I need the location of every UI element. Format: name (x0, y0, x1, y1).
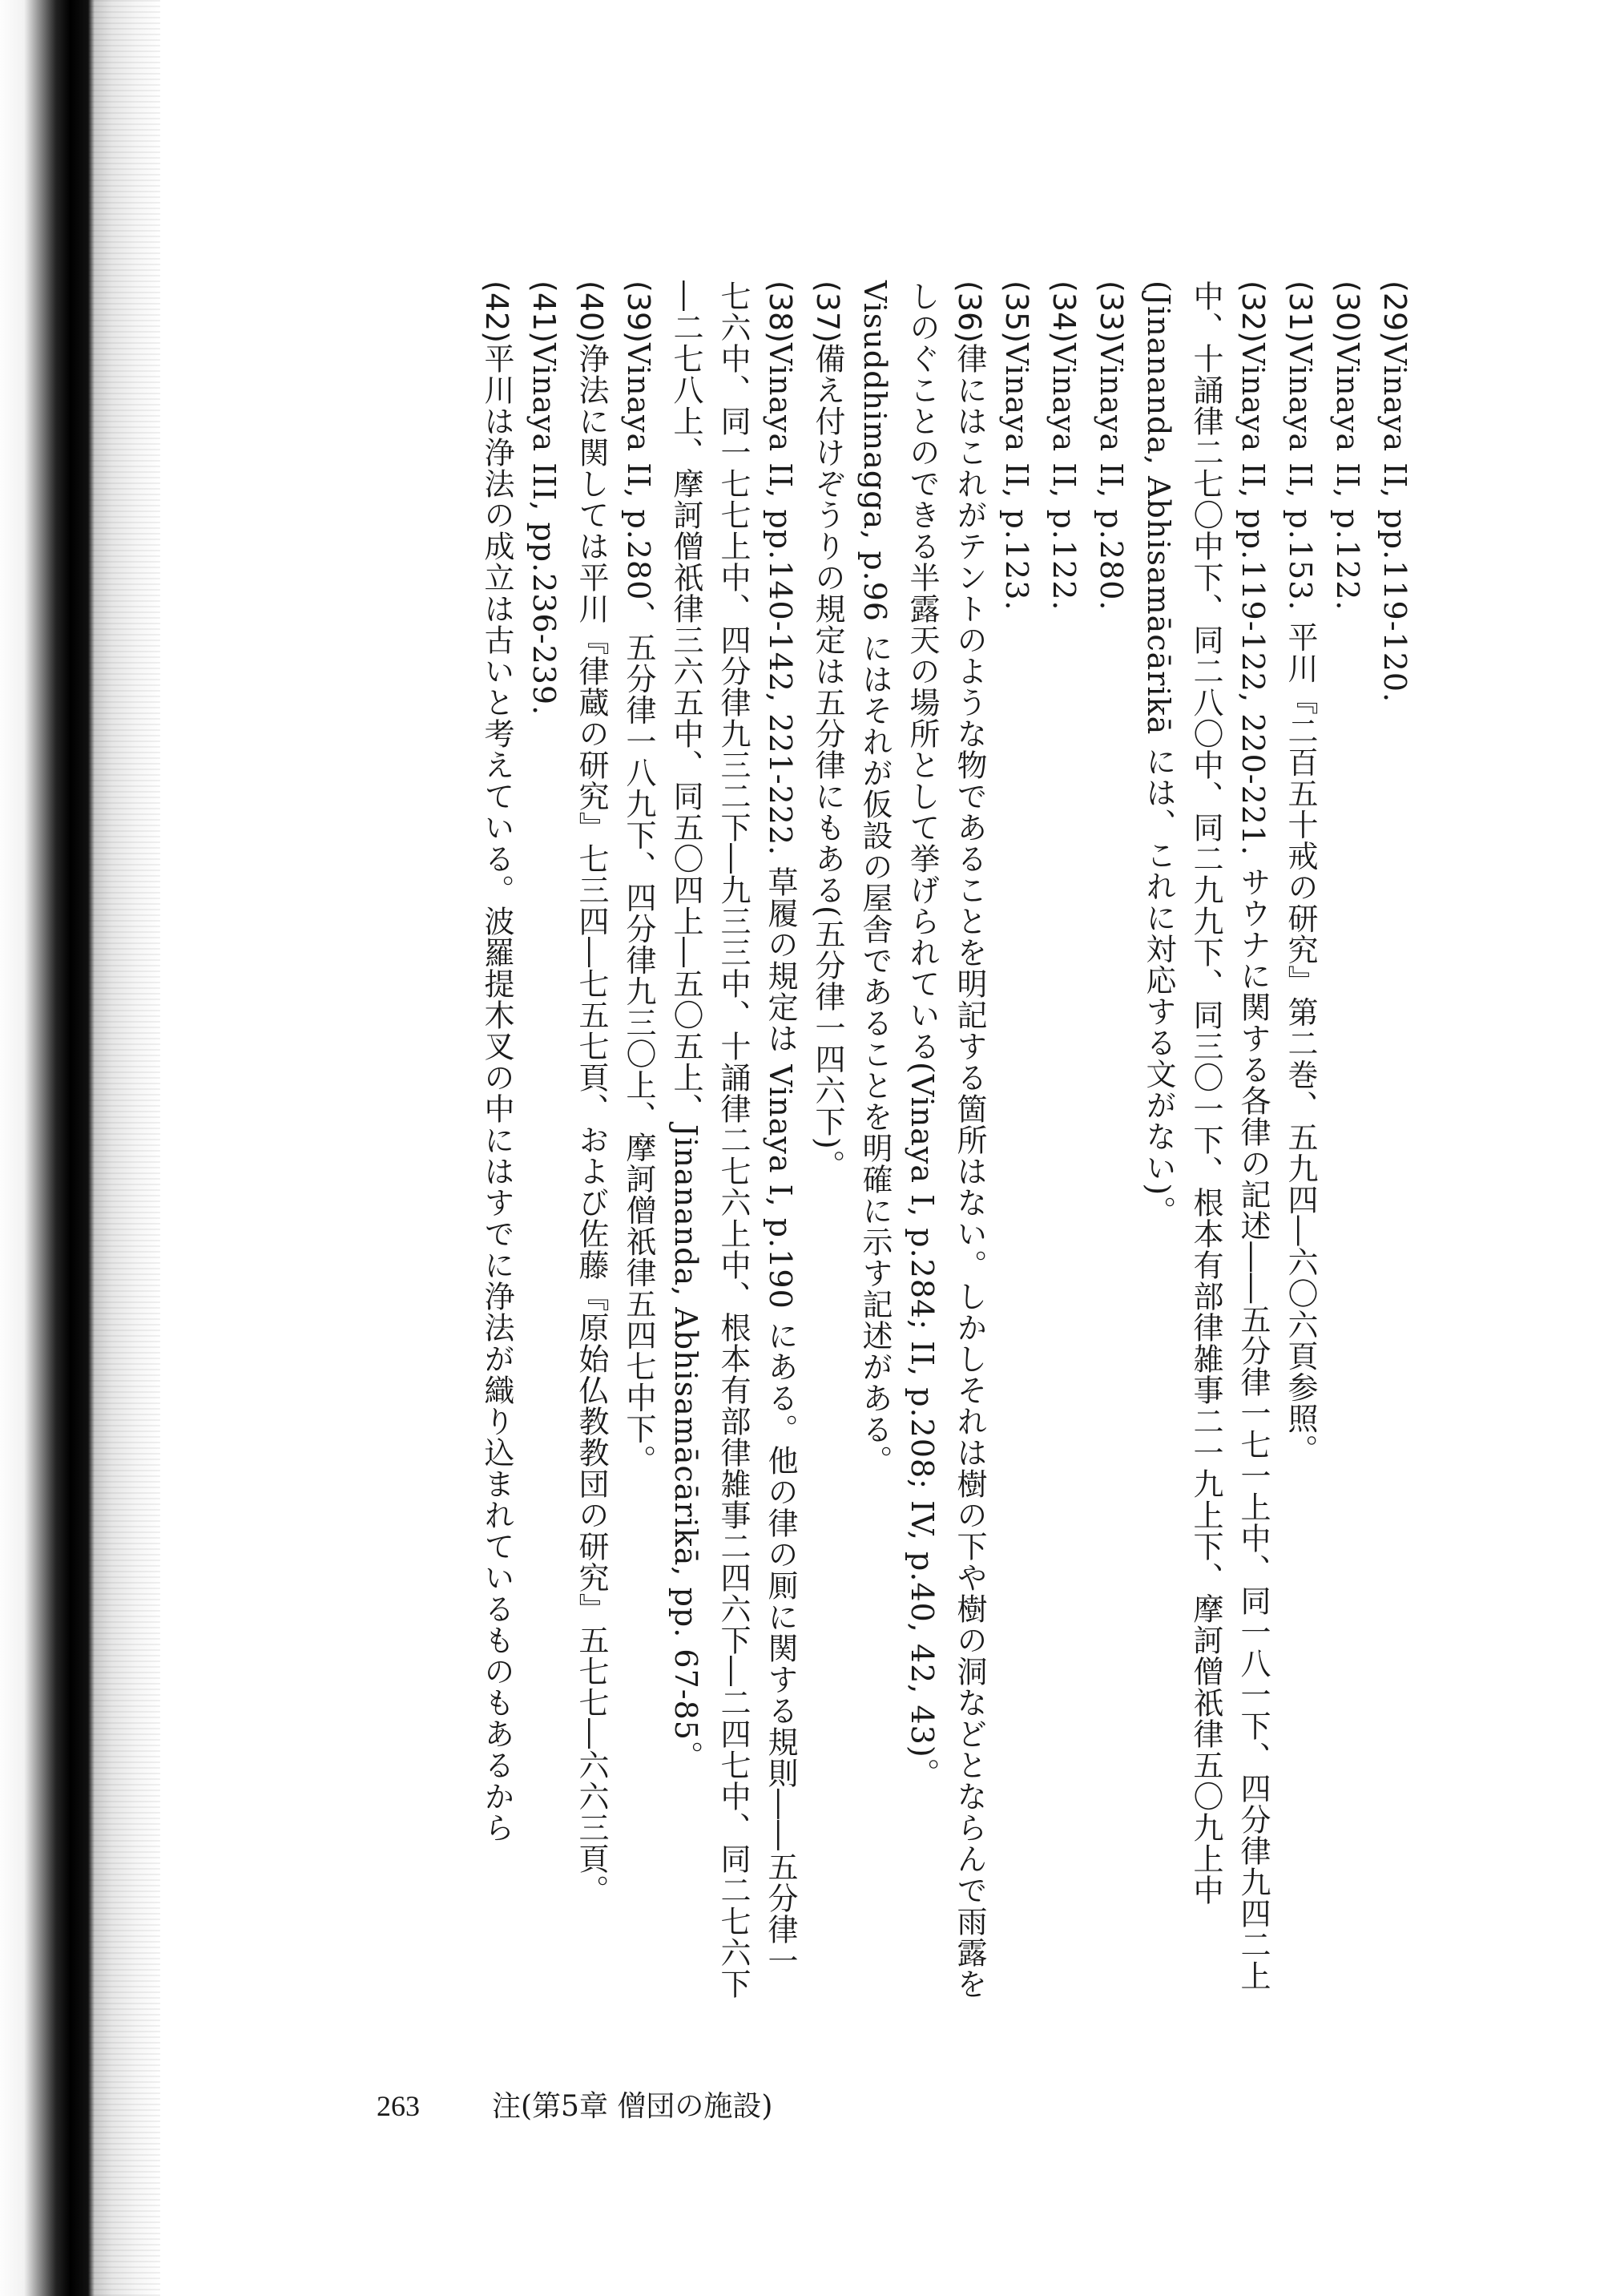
footnote-36: (36)律にはこれがテントのような物であることを明記する箇所はない。しかしそれは樹の下や樹の洞などとならんで雨露をしのぐことのできる半露天の場所として挙げられている(Vinaya I, p.284; II, p.208; IV, p.40, 42, 43)。Visuddhimagga, p.96 にはそれが仮設の屋舎であることを明確に示す記述がある。 (857, 280, 987, 2000)
footnote-42: (42)平川は浄法の成立は古いと考えている。波羅提木叉の中にはすでに浄法が織り込まれているものもあるから (479, 280, 514, 1844)
page-number: 263 (377, 2090, 420, 2122)
footnote-33: (33)Vinaya II, p.280. (1094, 280, 1129, 611)
footnote-32: (32)Vinaya II, pp.119-122, 220-221. サウナに関する各律の記述――五分律一七一上中、同一八一下、四分律九四二上中、十誦律二七〇中下、同二八〇中、同二九九下、同三〇一下、根本有部律雑事二一九上下、摩訶僧祇律五〇九上中(Jinananda, Abhisamācārikā には、これに対応する文がない)。 (1141, 280, 1271, 1992)
footnote-34: (34)Vinaya II, p.122. (1046, 280, 1082, 611)
footnote-29: (29)Vinaya II, pp.119-120. (1377, 280, 1412, 704)
scan-binding-texture (88, 0, 160, 2296)
footnote-39: (39)Vinaya II, p.280、五分律一八九下、四分律九三〇上、摩訶僧祇律五四七中下。 (621, 280, 656, 1476)
running-footer-chapter: 注(第5章 僧団の施設) (492, 2090, 773, 2123)
page-footer (377, 2084, 772, 2125)
footnote-38: (38)Vinaya II, pp.140-142, 221-222. 草履の規定は Vinaya I, p.190 にある。他の律の厠に関する規則――五分律一七六中、同一七七上中、四分律九三二下―九三三中、十誦律二七六上中、根本有部律雑事二四六下―二四七中、同二七六下―二七八上、摩訶僧祇律三六五中、同五〇四上―五〇五上、Jinananda, Abhisamācārikā, pp. 67-85。 (668, 280, 798, 1999)
footnote-41: (41)Vinaya III, pp.236-239. (526, 280, 562, 716)
footnote-column-block (353, 280, 1418, 2003)
footnote-40: (40)浄法に関しては平川『律蔵の研究』七三四―七五七頁、および佐藤『原始仏教教団の研究』五七七―六六三頁。 (574, 280, 609, 1907)
footnote-37: (37)備え付けぞうりの規定は五分律にもある(五分律一四六下)。 (810, 280, 845, 1181)
footnote-35: (35)Vinaya II, p.123. (999, 280, 1034, 611)
footnote-31: (31)Vinaya II, p.153. 平川『二百五十戒の研究』第二巻、五九四―六〇六頁参照。 (1283, 280, 1318, 1466)
footnote-30: (30)Vinaya II, p.122. (1330, 280, 1365, 611)
